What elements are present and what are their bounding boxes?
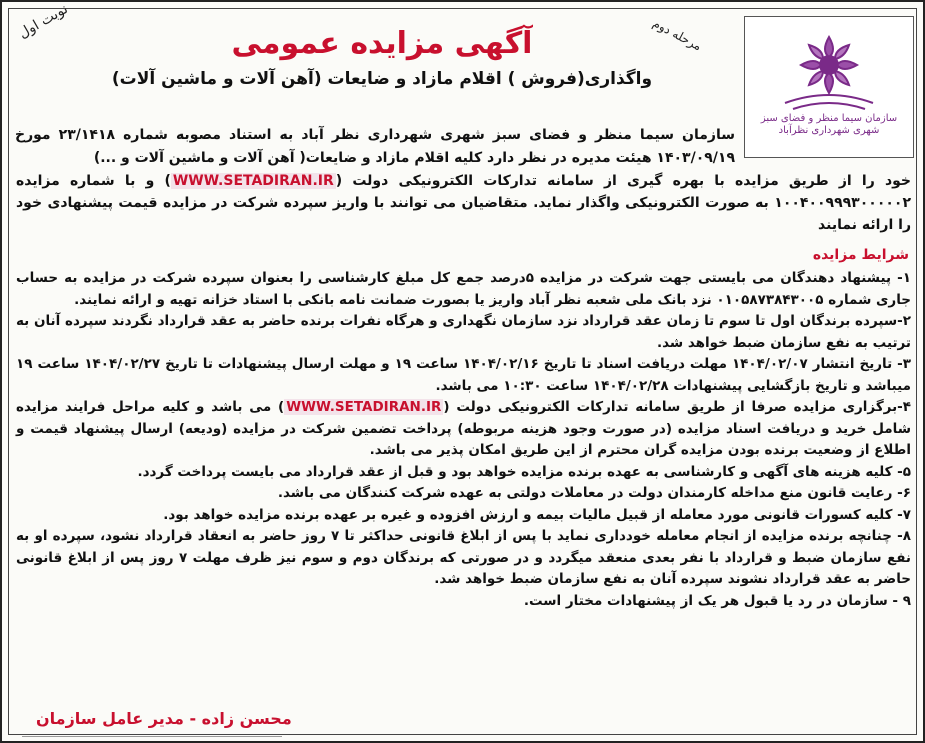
condition-6: ۶- رعایت قانون منع مداخله کارمندان دولت در معاملات دولتی به عهده شرکت کنندگان می باشد. [277, 485, 911, 501]
intro-paragraph: سازمان سیما منظر و فضای سبز شهری شهرداری نظر آباد به استناد مصوبه شماره ۲۳/۱۴۱۸ مورخ ۱۴۰۳/۰۹/۱۹ هیئت مدیره در نظر دارد کلیه اقلام مازاد و ضایعات( آهن آلات و ماشین آلات و ...) [15, 127, 735, 166]
page-title: آگهی مزایده عمومی [231, 26, 533, 61]
condition-2: ۲-سپرده برندگان اول تا سوم تا زمان عقد قرارداد نزد سازمان نگهداری و هرگاه نفرات برنده حاضر به عقد قرارداد نگردند سپرده آنان به ترتیب به نفع سازمان ضبط خواهد شد. [16, 313, 911, 351]
signature: محسن زاده - مدیر عامل سازمان [36, 709, 292, 728]
condition-7: ۷- کلیه کسورات قانونی مورد معامله از قبیل مالیات بیمه و ارزش افزوده و غیره بر عهده برنده مزایده خواهد بود. [163, 506, 911, 523]
setadiran-link-2[interactable]: WWW.SETADIRAN.IR [286, 399, 442, 415]
logo-caption: سازمان سیما منظر و فضای سبز شهری شهرداری نظرآباد [760, 113, 898, 136]
condition-9: ۹ - سازمان در رد یا قبول هر یک از پیشنهادات مختار است. [523, 592, 911, 609]
condition-4-text-a: ۴-برگزاری مزایده صرفا از طریق سامانه تدارکات الکترونیکی دولت ( [443, 399, 911, 415]
turn-label: نوبت اول [16, 0, 71, 42]
intro-continuation [16, 170, 911, 236]
signature-underline [22, 736, 282, 737]
organization-logo [744, 16, 914, 158]
intro-text-b: ) و با شماره مزایده ۱۰۰۴۰۰۹۹۹۳۰۰۰۰۰۲ به صورت الکترونیکی واگذار نماید. متقاضیان می توانند با واریز سپرده شرکت در مزایده قیمت پیشنهادی خود را ارائه نمایند [16, 173, 911, 233]
conditions-heading: شرایط مزایده [812, 247, 909, 263]
condition-3: ۳- تاریخ انتشار ۱۴۰۴/۰۲/۰۷ مهلت دریافت اسناد تا تاریخ ۱۴۰۴/۰۲/۱۶ ساعت ۱۹ و مهلت ارسال پیشنهادات تا تاریخ ۱۴۰۴/۰۲/۲۷ ساعت ۱۹ میباشد و تاریخ بازگشایی پیشنهادات ۱۴۰۴/۰۲/۲۸ ساعت ۱۰:۳۰ می باشد. [16, 356, 912, 394]
setadiran-link[interactable]: WWW.SETADIRAN.IR [172, 173, 334, 189]
condition-8: ۸- چنانچه برنده مزایده از انجام معامله خودداری نماید با پس از ابلاغ قانونی حداکثر تا ۷ روز حاضر به انعقاد قرارداد نشود، سپرده او به نفع سازمان ضبط و قرارداد با نفر بعدی منعقد میگردد و در صورتی که برندگان دوم و سوم نیز ظرف مهلت ۷ روز پس از ابلاغ قانونی حاضر به عقد قرارداد نشوند سپرده آنان به نفع سازمان ضبط خواهد شد. [16, 528, 911, 587]
condition-4-text-b: ) می باشد و کلیه مراحل فرایند مزایده شامل خرید و دریافت اسناد مزایده (در صورت وجود هزینه مربوطه) پرداخت تضمین شرکت در مزایده (ودیعه) ارسال پیشنهاد قیمت و اطلاع از وضعیت برنده بودن مزایده گران محترم از این طریق امکان پذیر می باشد. [16, 399, 911, 458]
intro-text-a: خود را از طریق مزایده با بهره گیری از سامانه تدارکات الکترونیکی دولت ( [335, 173, 911, 189]
condition-1: ۱- پیشنهاد دهندگان می بایستی جهت شرکت در مزایده ۵درصد جمع کل مبلغ کارشناسی را بعنوان سپرده شرکت در مزایده به حساب جاری شماره ۰۱۰۵۸۷۳۸۴۳۰۰۵ نزد بانک ملی شعبه نظر آباد واریز یا بصورت ضمانت نامه بانکی با استاد خزانه تهیه و ارائه نمایند. [16, 270, 911, 308]
condition-5: ۵- کلیه هزینه های آگهی و کارشناسی به عهده برنده مزایده خواهد بود و قبل از عقد قرارداد می بایست پرداخت گردد. [137, 463, 911, 480]
page-subtitle: واگذاری(فروش ) اقلام مازاد و ضایعات (آهن آلات و ماشین آلات) [111, 69, 653, 89]
conditions-list [16, 268, 911, 612]
stage-label: مرحله دوم [650, 16, 705, 54]
condition-4 [16, 397, 911, 462]
